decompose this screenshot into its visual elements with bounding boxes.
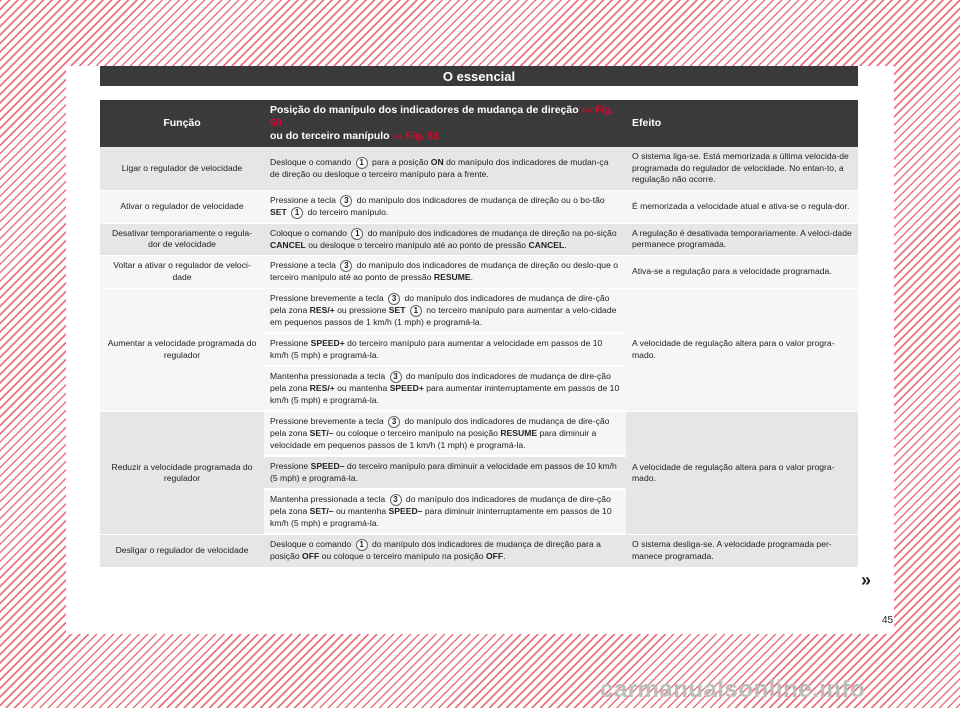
control-label: SET <box>270 206 287 217</box>
text: . <box>503 551 506 561</box>
control-label: SET <box>388 304 406 315</box>
effect-cell: É memorizada a velocidade atual e ativa-se o regula-dor. <box>626 191 858 224</box>
control-label: OFF <box>485 551 504 561</box>
position-cell <box>264 535 626 568</box>
table-header-row <box>100 100 858 147</box>
control-number-badge: 3 <box>390 494 402 506</box>
header-position <box>264 100 626 147</box>
header-position-text-b: ou do terceiro manípulo <box>270 130 390 142</box>
text: ou mantenha <box>337 383 388 393</box>
text: . <box>470 272 474 282</box>
control-number-badge: 1 <box>410 305 422 317</box>
text: do manípulo dos indicadores de mudança de direção ou o bo-tão <box>356 194 605 205</box>
text: do terceiro manípulo para diminuir a velocidade em passos de 10 km/h (5 mph) e programá-la. <box>270 461 617 483</box>
text: do manípulo dos indicadores de mudança de direção na po-sição <box>367 227 617 238</box>
header-effect: Efeito <box>626 100 858 147</box>
section-title: O essencial <box>100 66 858 86</box>
text: Pressione <box>270 461 309 471</box>
effect-cell: A velocidade de regulação altera para o valor progra-mado. <box>626 412 858 535</box>
text: Mantenha pressionada a tecla <box>270 371 386 381</box>
watermark: carmanualsonline.info <box>600 676 866 703</box>
header-position-text-a: Posição do manípulo dos indicadores de mudança de direção <box>270 104 579 116</box>
text: Mantenha pressionada a tecla <box>270 494 386 504</box>
position-cell <box>264 289 626 335</box>
effect-cell: O sistema liga-se. Está memorizada a última velocida-de programada do regulador de velocidade. No entan-to, a regulação não ocorre. <box>626 147 858 191</box>
page-number: 45 <box>882 615 894 626</box>
control-label: RES/+ <box>309 383 335 393</box>
control-label: ON <box>430 156 444 167</box>
function-cell: Desativar temporariamente o regula-dor de velocidade <box>100 224 264 257</box>
function-cell: Desligar o regulador de velocidade <box>100 535 264 568</box>
continue-icon: » <box>861 570 872 590</box>
effect-cell: A regulação é desativada temporariamente. A veloci-dade permanece programada. <box>626 224 858 257</box>
text: para diminuir a velocidade em pequenos passos de 1 km/h (1 mph) e programá-la. <box>270 428 597 450</box>
position-cell <box>264 224 626 257</box>
text: ou mantenha <box>335 506 387 516</box>
control-label: RESUME <box>433 272 471 282</box>
text: Desloque o comando <box>270 156 352 167</box>
text: Pressione a tecla <box>270 260 336 270</box>
text: Pressione a tecla <box>270 194 336 205</box>
control-number-badge: 1 <box>356 539 368 551</box>
text: do manípulo dos indicadores de mudança de dire-ção pela zona <box>270 416 610 438</box>
text: ou coloque o terceiro manípulo na posição <box>321 551 484 561</box>
control-number-badge: 3 <box>340 195 352 207</box>
function-cell: Aumentar a velocidade programada do regulador <box>100 289 264 413</box>
control-label: SPEED+ <box>310 338 345 348</box>
table-row <box>100 535 858 568</box>
control-number-badge: 1 <box>356 157 368 169</box>
function-cell: Reduzir a velocidade programada do regulador <box>100 412 264 535</box>
text: ou pressione <box>337 304 387 315</box>
control-number-badge: 1 <box>351 228 363 240</box>
table-row <box>100 412 858 457</box>
position-cell <box>264 457 626 490</box>
control-number-badge: 3 <box>390 371 402 383</box>
table-row <box>100 256 858 289</box>
fig-50-link[interactable]: ››› Fig. 50 <box>270 104 614 129</box>
position-cell <box>264 256 626 289</box>
text: para aumentar ininterruptamente em passos de 10 km/h (5 mph) e programá-la. <box>270 383 620 405</box>
text: Pressione brevemente a tecla <box>270 292 384 303</box>
control-label: SET/– <box>309 506 334 516</box>
control-number-badge: 3 <box>388 293 400 305</box>
text: Coloque o comando <box>270 227 347 238</box>
position-cell <box>264 191 626 224</box>
text: no terceiro manípulo para aumentar a velo-cidade em pequenos passos de 1 km/h (1 mph) e programá-la. <box>270 304 617 327</box>
table-row <box>100 289 858 335</box>
text: Pressione brevemente a tecla <box>270 416 384 426</box>
function-cell: Ativar o regulador de velocidade <box>100 191 264 224</box>
text: do manípulo dos indicadores de mudança de dire-ção pela zona <box>270 292 610 315</box>
control-label: SPEED– <box>388 506 423 516</box>
text: do manípulo dos indicadores de mudança de dire-ção pela zona <box>270 371 611 393</box>
header-function: Função <box>100 100 264 147</box>
position-cell <box>264 490 626 535</box>
control-label: RESUME <box>500 428 538 438</box>
table-row <box>100 147 858 191</box>
position-cell <box>264 334 626 367</box>
text: Desloque o comando <box>270 539 352 549</box>
control-label: CANCEL <box>528 239 565 250</box>
table-row <box>100 191 858 224</box>
text: do manípulo dos indicadores de mudança de direção ou deslo-que o terceiro manípulo até ao ponto de pressão <box>270 260 619 282</box>
position-cell <box>264 412 626 457</box>
control-label: CANCEL <box>270 239 306 250</box>
text: do manípulo dos indicadores de mudança de direção para a posição <box>270 539 601 561</box>
text: do terceiro manípulo. <box>307 206 389 217</box>
text: do manípulo dos indicadores de mudan-ça de direção ou desloque o terceiro manípulo para a frente. <box>270 156 609 179</box>
text: do manípulo dos indicadores de mudança de dire-ção pela zona <box>270 494 611 516</box>
control-number-badge: 1 <box>291 207 303 219</box>
control-label: SPEED– <box>310 461 345 471</box>
effect-cell: Ativa-se a regulação para a velocidade programada. <box>626 256 858 289</box>
text: Pressione <box>270 338 309 348</box>
control-number-badge: 3 <box>388 416 400 428</box>
control-label: OFF <box>302 551 320 561</box>
cruise-control-table <box>100 100 858 568</box>
control-label: RES/+ <box>309 304 335 315</box>
effect-cell: O sistema desliga-se. A velocidade programada per-manece programada. <box>626 535 858 568</box>
function-cell: Voltar a ativar o regulador de veloci-dade <box>100 256 264 289</box>
control-label: SET/– <box>309 428 334 438</box>
effect-cell: A velocidade de regulação altera para o valor progra-mado. <box>626 289 858 413</box>
control-label: SPEED+ <box>389 383 424 393</box>
text: do terceiro manípulo para aumentar a velocidade em passos de 10 km/h (5 mph) e programá-la. <box>270 338 603 360</box>
text: . <box>564 239 567 250</box>
text: ou coloque o terceiro manípulo na posição <box>335 428 498 438</box>
text: para a posição <box>372 156 429 167</box>
function-cell: Ligar o regulador de velocidade <box>100 147 264 191</box>
position-cell <box>264 147 626 191</box>
fig-51-link[interactable]: ››› Fig. 51 <box>392 130 440 142</box>
position-cell <box>264 367 626 412</box>
text: ou desloque o terceiro manípulo até ao ponto de pressão <box>308 239 527 250</box>
text: para diminuir ininterruptamente em passos de 10 km/h (5 mph) e programá-la. <box>270 506 612 528</box>
table-row <box>100 224 858 257</box>
control-number-badge: 3 <box>340 260 352 272</box>
